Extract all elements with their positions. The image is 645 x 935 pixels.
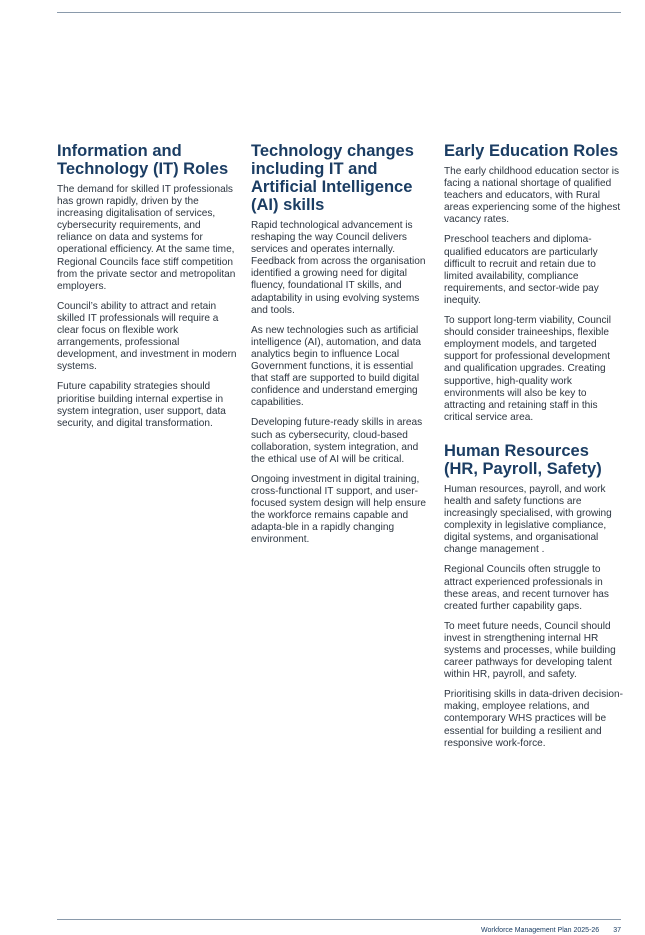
column-early-education-hr bbox=[444, 142, 625, 758]
paragraph: To support long-term viability, Council should consider traineeships, flexible employment models, and targeted support for professional development and qualification upgrades. Creating supportive, high-quality work environments will also be key to attracting and retaining staff in this critical service area. bbox=[444, 315, 611, 423]
bottom-divider bbox=[57, 919, 621, 920]
paragraph: As new technologies such as artificial intelligence (AI), automation, and data analytics begin to influence Local Government functions, it is essential that staff are supported to build digital confidence and understand emerging capabilities. bbox=[251, 324, 422, 409]
paragraph: Rapid technological advancement is reshaping the way Council delivers services and operates internally. Feedback from across the organisation identified a growing need for digital fluency, foundational IT skills, and adaptability in using evolving systems and tools. bbox=[251, 220, 426, 316]
paragraph: The demand for skilled IT professionals has grown rapidly, driven by the increasing digitalisation of services, cybersecurity requirements, and reliance on data and systems for operational efficiency. At the same time, Regional Councils face stiff competition from the private sector and metropolitan employers. bbox=[57, 184, 236, 292]
paragraph: Regional Councils often struggle to attract experienced professionals in these areas, and recent turnover has created further capability gaps. bbox=[444, 564, 609, 612]
paragraph: Developing future-ready skills in areas such as cybersecurity, cloud-based collaboration, system integration, and the ethical use of AI will be critical. bbox=[251, 417, 423, 465]
column-technology-changes bbox=[251, 142, 431, 554]
heading-early-education: Early Education Roles bbox=[444, 142, 619, 160]
paragraph: Prioritising skills in data-driven decision-making, employee relations, and contemporary WHS practices will be essential for building a resilient and responsive work-force. bbox=[444, 689, 623, 749]
paragraph: Preschool teachers and diploma-qualified educators are particularly difficult to recruit and retain due to limited availability, compliance requirements, and sector-wide pay inequity. bbox=[444, 234, 599, 306]
heading-human-resources: Human Resources (HR, Payroll, Safety) bbox=[444, 441, 602, 478]
top-divider bbox=[57, 12, 621, 13]
footer-doc-title: Workforce Management Plan 2025-26 bbox=[481, 927, 600, 934]
paragraph: Council’s ability to attract and retain skilled IT professionals will require a clear focus on flexible work arrangements, professional development, and investment in modern systems. bbox=[57, 300, 237, 373]
paragraph: Ongoing investment in digital training, cross-functional IT support, and user-focused system design will help ensure the workforce remains capable and adapta-ble in a rapidly changing environment. bbox=[251, 473, 427, 546]
heading-technology-changes: Technology changes including IT and Artificial Intelligence (AI) skills bbox=[251, 142, 414, 214]
column-it-roles bbox=[57, 142, 237, 438]
paragraph: Human resources, payroll, and work health and safety functions are increasingly specialised, with growing complexity in legislative compliance, digital systems, and organisational change management . bbox=[444, 483, 612, 556]
page-number: 37 bbox=[613, 927, 621, 934]
paragraph: To meet future needs, Council should invest in strengthening internal HR systems and processes, while building career pathways for developing talent within HR, payroll, and safety. bbox=[444, 620, 616, 681]
paragraph: Future capability strategies should prioritise building internal expertise in system integration, user support, data security, and digital transformation. bbox=[57, 381, 226, 429]
heading-it-roles: Information and Technology (IT) Roles bbox=[57, 142, 229, 178]
paragraph: The early childhood education sector is facing a national shortage of qualified teachers and educators, with Rural areas experiencing some of the highest vacancy rates. bbox=[444, 166, 621, 226]
